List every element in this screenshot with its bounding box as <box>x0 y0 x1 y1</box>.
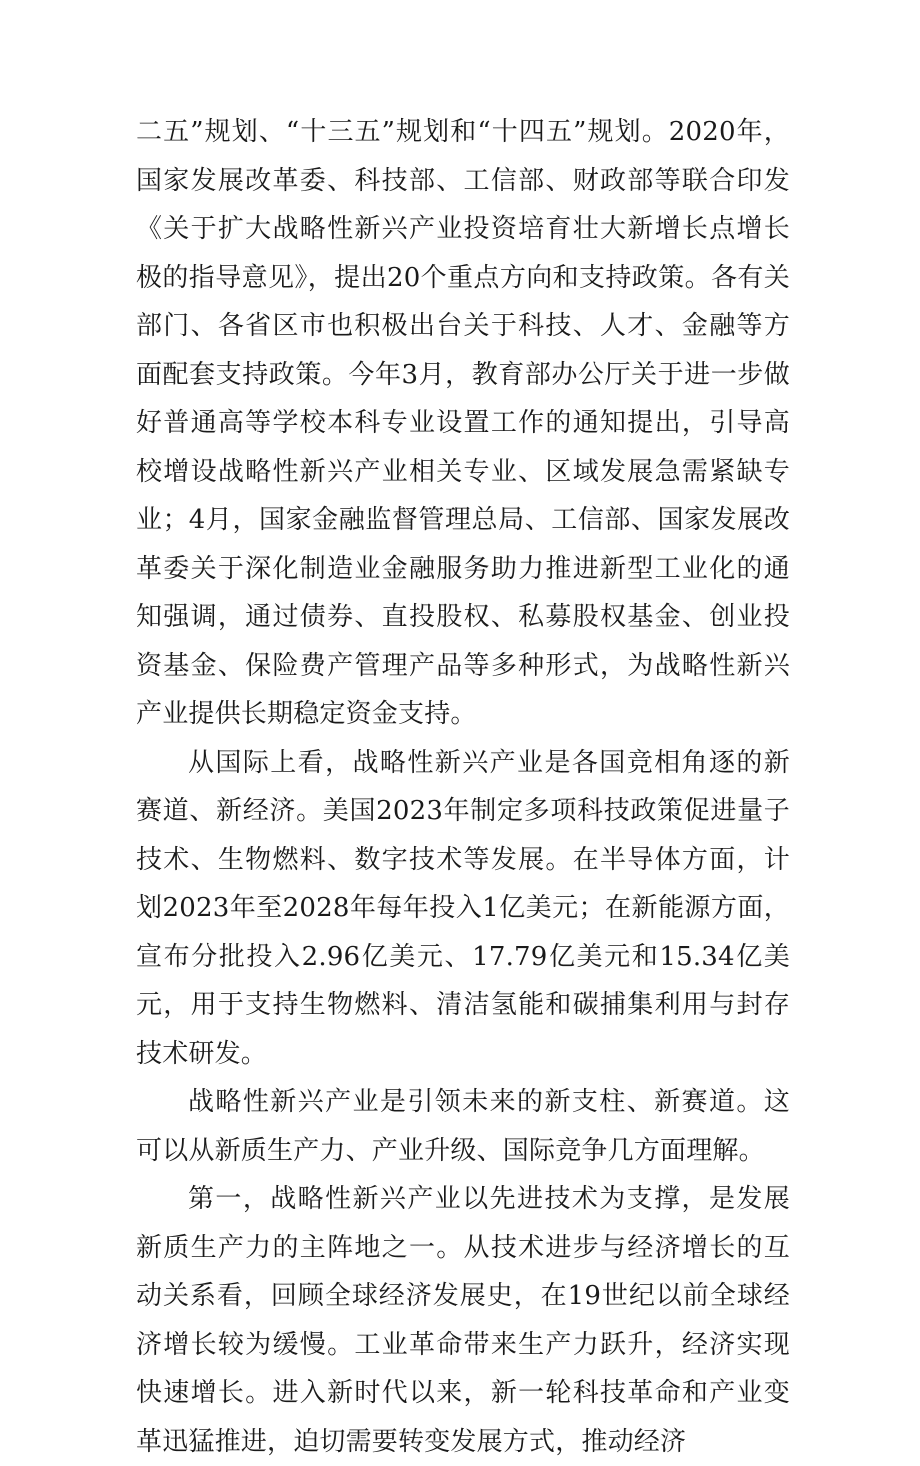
paragraph-policy-support: 二五”规划、“十三五”规划和“十四五”规划。2020年，国家发展改革委、科技部、工信部、财政部等联合印发《关于扩大战略性新兴产业投资培育壮大新增长点增长极的指导意见》，提出20个重点方向和支持政策。各有关部门、各省区市也积极出台关于科技、人才、金融等方面配套支持政策。今年3月，教育部办公厅关于进一步做好普通高等学校本科专业设置工作的通知提出，引导高校增设战略性新兴产业相关专业、区域发展急需紧缺专业；4月，国家金融监督管理总局、工信部、国家发展改革委关于深化制造业金融服务助力推进新型工业化的通知强调，通过债券、直投股权、私募股权基金、创业投资基金、保险费产管理产品等多种形式，为战略性新兴产业提供长期稳定资金支持。 <box>136 117 790 729</box>
paragraph-international: 从国际上看，战略性新兴产业是各国竞相角逐的新赛道、新经济。美国2023年制定多项科技政策促进量子技术、生物燃料、数字技术等发展。在半导体方面，计划2023年至2028年每年投入1亿美元；在新能源方面，宣布分批投入2.96亿美元、17.79亿美元和15.34亿美元，用于支持生物燃料、清洁氢能和碳捕集利用与封存技术研发。 <box>136 747 790 1069</box>
paragraph-new-pillar: 战略性新兴产业是引领未来的新支柱、新赛道。这可以从新质生产力、产业升级、国际竞争几方面理解。 <box>136 1087 790 1166</box>
paragraph-first-point: 第一，战略性新兴产业以先进技术为支撑，是发展新质生产力的主阵地之一。从技术进步与经济增长的互动关系看，回顾全球经济发展史，在19世纪以前全球经济增长较为缓慢。工业革命带来生产力跃升，经济实现快速增长。进入新时代以来，新一轮科技革命和产业变革迅猛推进，迫切需要转变发展方式，推动经济 <box>136 1184 790 1457</box>
document-body <box>136 108 790 1466</box>
